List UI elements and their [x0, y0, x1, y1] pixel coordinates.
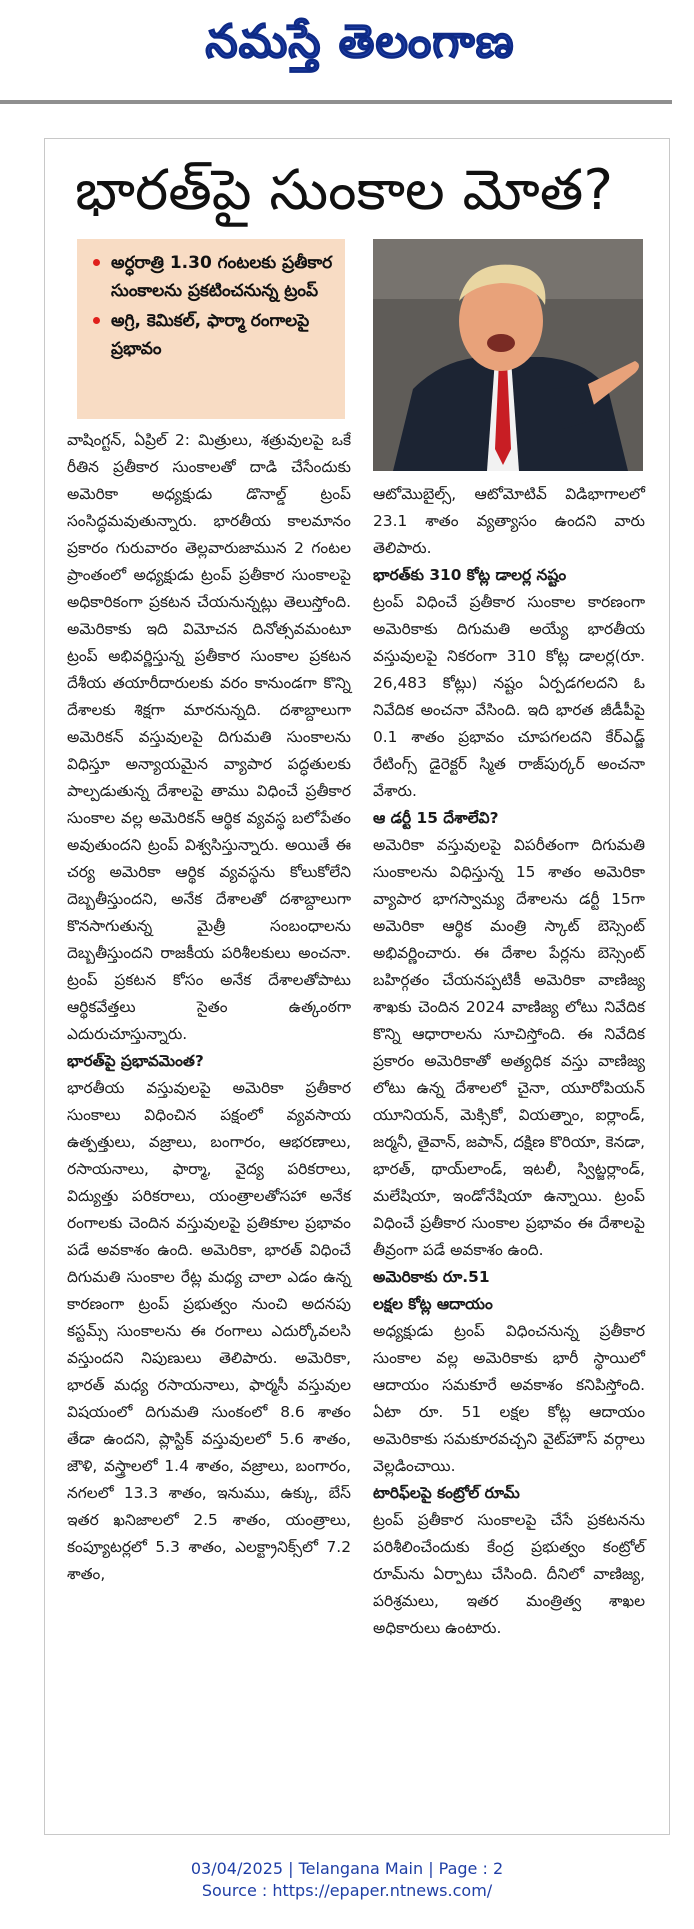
newspaper-logo: నమస్తే తెలంగాణ [205, 14, 515, 68]
article [44, 138, 670, 1835]
subheading: టారిఫ్‌లపై కంట్రోల్ రూమ్ [373, 1484, 520, 1502]
subheading: ఆ డర్టీ 15 దేశాలేవి? [373, 809, 499, 827]
subheading: భారత్‌పై ప్రభావమెంత? [67, 1052, 204, 1070]
footer-source-link[interactable]: Source : https://epaper.ntnews.com/ [201, 1881, 493, 1900]
article-photo [373, 239, 643, 471]
highlight-text: అర్ధరాత్రి 1.30 గంటలకు ప్రతీకార సుంకాలను ప్రకటించనున్న ట్రంప్ [111, 253, 333, 301]
subheading: అమెరికాకు రూ.51 [373, 1268, 490, 1286]
highlight-item [93, 307, 337, 363]
masthead-divider [0, 100, 672, 104]
bullet-icon [93, 259, 100, 266]
paragraph: భారతీయ వస్తువులపై అమెరికా ప్రతీకార సుంకాలు విధించిన పక్షంలో వ్యవసాయ ఉత్పత్తులు, వజ్రాలు, బంగారం, ఆభరణాలు, రసాయనాలు, ఫార్మా, వైద్య పరికరాలు, విద్యుత్తు పరికరాలు, యంత్రాలతోసహా అనేక రంగాలకు చెందిన వస్తువులపై ప్రతికూల ప్రభావం పడే అవకాశం ఉంది. అమెరికా, భారత్ విధించే దిగుమతి సుంకాల రేట్ల మధ్య చాలా ఎడం ఉన్న కారణంగా ట్రంప్ ప్రభుత్వం నుంచి అదనపు కస్టమ్స్ సుంకాలను ఈ రంగాలు ఎదుర్కోవలసి వస్తుందని నిపుణులు తెలిపారు. అమెరికా, భారత్ మధ్య రసాయనాలు, ఫార్మసీ వస్తువుల విషయంలో దిగుమతి సుంకంలో 8.6 శాతం తేడా ఉందని, ప్లాస్టిక్ వస్తువులలో 5.6 శాతం, జౌళి, వస్త్రాలలో 1.4 శాతం, వజ్రాలు, బంగారం, నగలలో 13.3 శాతం, ఇనుము, ఉక్కు, బేస్ ఇతర ఖనిజాలలో 2.5 శాతం, యంత్రాలు, కంప్యూటర్లలో 5.3 శాతం, ఎలక్ట్రానిక్స్‌లో 7.2 శాతం, [67, 1079, 351, 1583]
paragraph: అధ్యక్షుడు ట్రంప్ విధించనున్న ప్రతీకార సుంకాల వల్ల అమెరికాకు భారీ స్థాయిలో ఆదాయం సమకూరే అవకాశం కనిపిస్తోంది. ఏటా రూ. 51 లక్షల కోట్ల ఆదాయం అమెరికాకు సమకూరవచ్చని వైట్‌హౌస్ వర్గాలు వెల్లడించాయి. [373, 1322, 645, 1475]
bullet-icon [93, 317, 100, 324]
subheading: భారత్‌కు 310 కోట్ల డాలర్ల నష్టం [373, 566, 567, 584]
person-photo-icon [373, 239, 643, 471]
paragraph: అమెరికా వస్తువులపై విపరీతంగా దిగుమతి సుంకాలను విధిస్తున్న 15 శాతం అమెరికా వ్యాపార భాగస్వామ్య దేశాలను డర్టీ 15గా అమెరికా ఆర్థిక మంత్రి స్కాట్ బెస్సెంట్ అభివర్ణించారు. ఈ దేశాల పేర్లను బెస్సెంట్ బహిర్గతం చేయనప్పటికీ అమెరికా వాణిజ్య శాఖకు చెందిన 2024 వాణిజ్య లోటు నివేదిక కొన్ని ఆధారాలను సూచిస్తోంది. ఈ నివేదిక ప్రకారం అమెరికాతో అత్యధిక వస్తు వాణిజ్య లోటు ఉన్న దేశాలలో చైనా, యూరోపియన్ యూనియన్, మెక్సికో, వియత్నాం, ఐర్లాండ్, జర్మనీ, తైవాన్, జపాన్, దక్షిణ కొరియా, కెనడా, భారత్, థాయ్‌లాండ్, ఇటలీ, స్విట్జర్లాండ్, మలేషియా, ఇండోనేషియా ఉన్నాయి. ట్రంప్ విధించే ప్రతీకార సుంకాల ప్రభావం ఈ దేశాలపై తీవ్రంగా పడే అవకాశం ఉంది. [373, 836, 645, 1259]
highlights-box [77, 239, 345, 419]
article-headline: భారత్‌పై సుంకాల మోత? [75, 158, 614, 223]
paragraph: ఆటోమొబైల్స్, ఆటోమోటివ్ విడిభాగాలలో 23.1 శాతం వ్యత్యాసం ఉందని వారు తెలిపారు. [373, 485, 645, 557]
paragraph: ట్రంప్ ప్రతీకార సుంకాలపై చేసే ప్రకటనను పరిశీలించేందుకు కేంద్ర ప్రభుత్వం కంట్రోల్ రూమ్‌ను ఏర్పాటు చేసింది. దీనిలో వాణిజ్య, పరిశ్రమలు, ఇతర మంత్రిత్వ శాఖల అధికారులు ఉంటారు. [373, 1511, 645, 1637]
footer-date-edition: 03/04/2025 | Telangana Main | Page : 2 [190, 1859, 504, 1878]
paragraph: వాషింగ్టన్, ఏప్రిల్ 2: మిత్రులు, శత్రువులపై ఒకే రీతిన ప్రతీకార సుంకాలతో దాడి చేసేందుకు అమెరికా అధ్యక్షుడు డొనాల్డ్ ట్రంప్ సంసిద్ధమవుతున్నారు. భారతీయ కాలమానం ప్రకారం గురువారం తెల్లవారుజామున 2 గంటల ప్రాంతంలో అధ్యక్షుడు ట్రంప్ ప్రతీకార సుంకాలపై అధికారికంగా ప్రకటన చేయనున్నట్లు తెలుస్తోంది. అమెరికాకు ఇది విమోచన దినోత్సవమంటూ ట్రంప్ అభివర్ణిస్తున్న ప్రతీకార సుంకాల ప్రకటన దేశీయ తయారీదారులకు వరం కానుండగా కొన్ని దేశాలకు శిక్షగా మారనున్నది. దశాబ్దాలుగా అమెరికన్ వస్తువులపై దిగుమతి సుంకాలను విధిస్తూ అన్యాయమైన వ్యాపార పద్ధతులకు పాల్పడుతున్న దేశాలపై తాము విధించే ప్రతీకార సుంకాల వల్ల అమెరికన్ ఆర్థిక వ్యవస్థ బలోపేతం అవుతుందని ట్రంప్ విశ్వసిస్తున్నారు. అయితే ఈ చర్య అమెరికా ఆర్థిక వ్యవస్థను కోలుకోలేని దెబ్బతీస్తుందని, అనేక దేశాలతో దశాబ్దాలుగా కొనసాగుతున్న మైత్రీ సంబంధాలను దెబ్బతీస్తుందని రాజకీయ పరిశీలకులు అంచనా. ట్రంప్ ప్రకటన కోసం అనేక దేశాలతోపాటు ఆర్థికవేత్తలు సైతం ఉత్కంఠగా ఎదురుచూస్తున్నారు. [67, 431, 351, 1043]
subheading: లక్షల కోట్ల ఆదాయం [373, 1295, 493, 1313]
left-column [67, 427, 351, 1588]
highlight-item [93, 249, 337, 305]
right-column [373, 481, 645, 1642]
page-footer [0, 1858, 694, 1902]
paragraph: ట్రంప్ విధించే ప్రతీకార సుంకాల కారణంగా అమెరికాకు దిగుమతి అయ్యే భారతీయ వస్తువులపై నికరంగా 310 కోట్ల డాలర్ల(రూ. 26,483 కోట్లు) నష్టం ఏర్పడగలదని ఓ నివేదిక అంచనా వేసింది. ఇది భారత జీడీపీపై 0.1 శాతం ప్రభావం చూపగలదని కేర్‌ఎడ్జ్ రేటింగ్స్ డైరెక్టర్ స్మిత రాజ్‌పుర్కర్ అంచనా వేశారు. [373, 593, 645, 800]
highlight-text: అగ్రి, కెమికల్, ఫార్మా రంగాలపై ప్రభావం [111, 311, 310, 359]
masthead [0, 0, 694, 104]
